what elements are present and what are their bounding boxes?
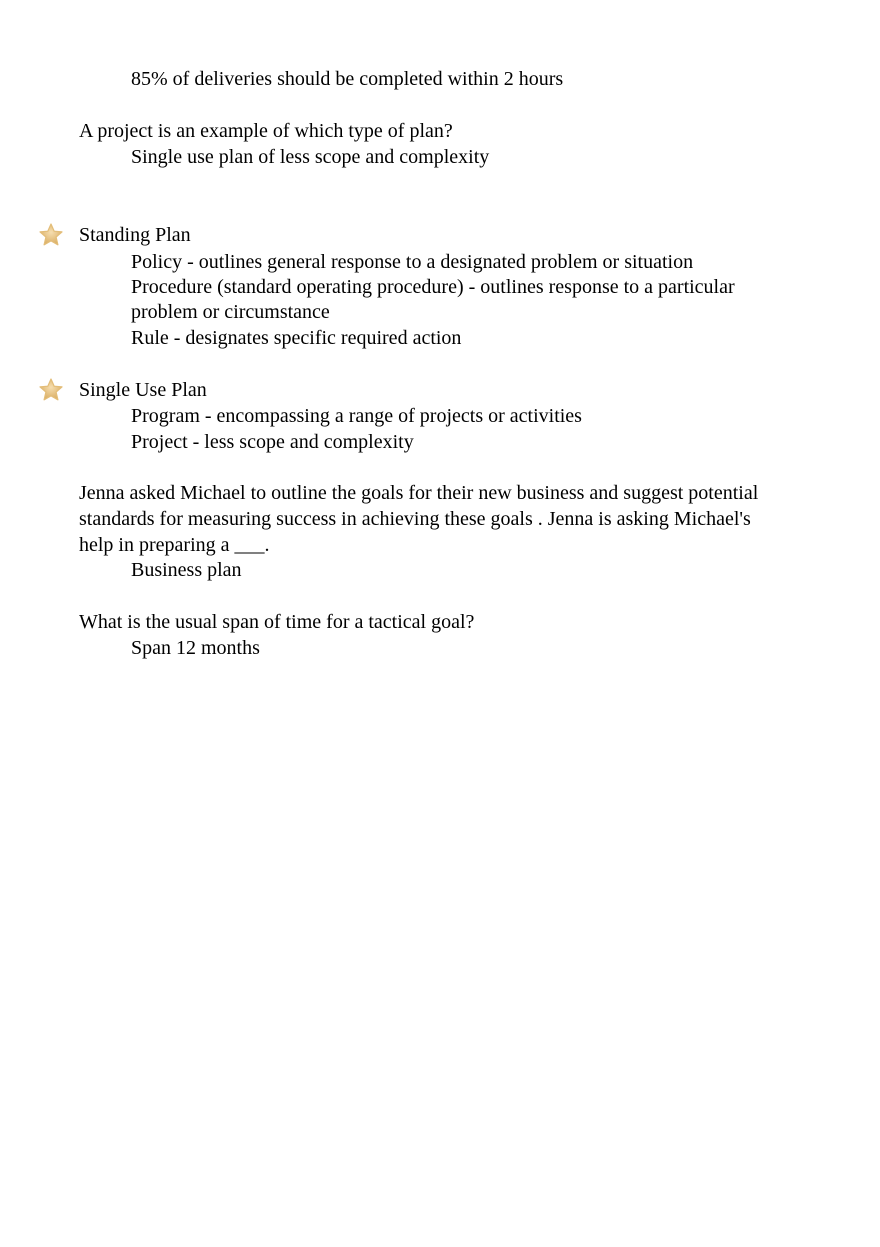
question-text: A project is an example of which type of plan? <box>79 120 453 142</box>
section-heading: Standing Plan <box>79 224 191 246</box>
question-text: help in preparing a ___. <box>79 534 270 556</box>
section-heading: Single Use Plan <box>79 379 207 401</box>
answer-text: 85% of deliveries should be completed within 2 hours <box>131 68 564 90</box>
answer-text: Rule - designates specific required action <box>131 327 462 349</box>
answer-text: Single use plan of less scope and complexity <box>131 146 490 168</box>
star-icon <box>38 222 64 248</box>
answer-text: Policy - outlines general response to a designated problem or situation <box>131 251 694 273</box>
star-icon <box>38 377 64 403</box>
answer-text: problem or circumstance <box>131 301 330 323</box>
answer-text: Procedure (standard operating procedure) - outlines response to a particular <box>131 276 735 298</box>
question-text: What is the usual span of time for a tactical goal? <box>79 611 475 633</box>
answer-text: Business plan <box>131 559 242 581</box>
answer-text: Program - encompassing a range of projects or activities <box>131 405 582 427</box>
question-text: Jenna asked Michael to outline the goals for their new business and suggest potential <box>79 482 759 504</box>
answer-text: Span 12 months <box>131 637 260 659</box>
answer-text: Project - less scope and complexity <box>131 431 414 453</box>
question-text: standards for measuring success in achieving these goals . Jenna is asking Michael's <box>79 508 751 530</box>
